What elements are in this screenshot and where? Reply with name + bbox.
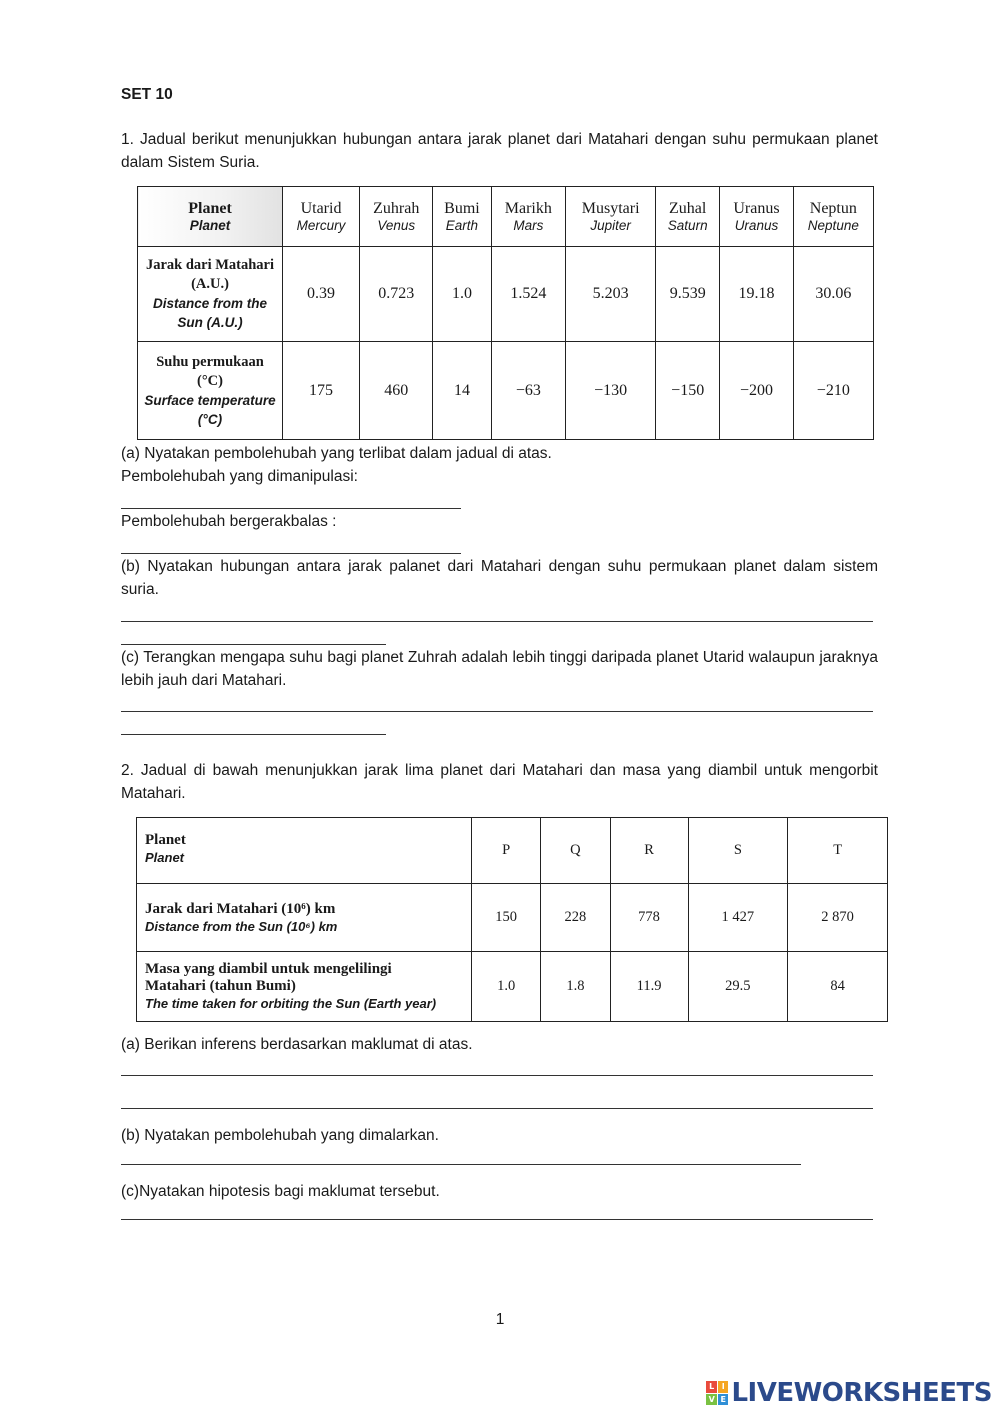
q2-cell: 778 bbox=[610, 884, 688, 952]
q1-manipulated-answer-line[interactable] bbox=[121, 508, 461, 509]
liveworksheets-logo-icon: L I V E bbox=[706, 1381, 728, 1405]
q2-cell: 84 bbox=[788, 952, 888, 1022]
q1c-answer-line[interactable] bbox=[121, 734, 386, 735]
q1-part-c: (c) Terangkan mengapa suhu bagi planet Zuhrah adalah lebih tinggi daripada planet Utarid walaupun jaraknya lebih jauh dari Matahari. bbox=[121, 649, 878, 689]
q1b-answer-line[interactable] bbox=[121, 644, 386, 645]
q1-text: 1. Jadual berikut menunjukkan hubungan antara jarak planet dari Matahari dengan suhu permukaan planet dalam Sistem Suria. bbox=[121, 131, 878, 171]
q1-responding-label: Pembolehubah bergerakbalas : bbox=[121, 513, 337, 530]
q2-header-planet: Planet Planet bbox=[137, 818, 472, 884]
q1-header-planet: Planet Planet bbox=[138, 187, 283, 247]
q2-part-c: (c)Nyatakan hipotesis bagi maklumat tersebut. bbox=[121, 1183, 440, 1200]
q1-row-distance-label: Jarak dari Matahari (A.U.) Distance from the Sun (A.U.) bbox=[138, 247, 283, 342]
q1-cell: 0.39 bbox=[283, 247, 360, 342]
q2-row-time-label: Masa yang diambil untuk mengelilingi Matahari (tahun Bumi) The time taken for orbiting the Sun (Earth year) bbox=[137, 952, 472, 1022]
q2-cell: 228 bbox=[541, 884, 610, 952]
q1-responding-answer-line[interactable] bbox=[121, 553, 461, 554]
q2b-answer-line[interactable] bbox=[121, 1164, 801, 1165]
q1-cell: −130 bbox=[566, 342, 656, 440]
q1-planet-header: Neptun Neptune bbox=[793, 187, 873, 247]
q1-planet-header: Marikh Mars bbox=[491, 187, 566, 247]
q1-cell: −63 bbox=[491, 342, 566, 440]
q2c-answer-line[interactable] bbox=[121, 1219, 873, 1220]
q1-cell: 1.524 bbox=[491, 247, 566, 342]
q2-planet-header: S bbox=[688, 818, 788, 884]
page-number: 1 bbox=[495, 1311, 505, 1328]
q2-planet-header: T bbox=[788, 818, 888, 884]
q2-text: 2. Jadual di bawah menunjukkan jarak lima planet dari Matahari dan masa yang diambil untuk mengorbit Matahari. bbox=[121, 762, 878, 802]
q1-part-b: (b) Nyatakan hubungan antara jarak palanet dari Matahari dengan suhu permukaan planet dalam sistem suria. bbox=[121, 558, 878, 598]
q1-cell: 0.723 bbox=[360, 247, 433, 342]
q1-part-a: (a) Nyatakan pembolehubah yang terlibat dalam jadual di atas. bbox=[121, 445, 552, 462]
q1-table bbox=[137, 186, 874, 440]
q2-planet-header: R bbox=[610, 818, 688, 884]
liveworksheets-brand[interactable] bbox=[706, 1378, 992, 1408]
q2-row-distance-label: Jarak dari Matahari (10⁶) km Distance from the Sun (10⁶) km bbox=[137, 884, 472, 952]
q1-planet-header: Musytari Jupiter bbox=[566, 187, 656, 247]
q1-planet-header: Bumi Earth bbox=[433, 187, 491, 247]
q1-cell: 1.0 bbox=[433, 247, 491, 342]
q2-cell: 150 bbox=[472, 884, 541, 952]
q1-cell: −210 bbox=[793, 342, 873, 440]
q2-cell: 1 427 bbox=[688, 884, 788, 952]
q1-cell: 14 bbox=[433, 342, 491, 440]
q2-part-b: (b) Nyatakan pembolehubah yang dimalarkan. bbox=[121, 1127, 439, 1144]
q1-cell: 30.06 bbox=[793, 247, 873, 342]
q2-planet-header: Q bbox=[541, 818, 610, 884]
q1-cell: 9.539 bbox=[656, 247, 720, 342]
q1-cell: −150 bbox=[656, 342, 720, 440]
liveworksheets-brand-text: LIVEWORKSHEETS bbox=[731, 1378, 992, 1408]
q2a-answer-line[interactable] bbox=[121, 1075, 873, 1076]
q1-cell: 175 bbox=[283, 342, 360, 440]
q1-planet-header: Zuhal Saturn bbox=[656, 187, 720, 247]
q1-manipulated-label: Pembolehubah yang dimanipulasi: bbox=[121, 468, 358, 485]
q2-cell: 11.9 bbox=[610, 952, 688, 1022]
q1-cell: 5.203 bbox=[566, 247, 656, 342]
q2-cell: 1.0 bbox=[472, 952, 541, 1022]
q1b-answer-line[interactable] bbox=[121, 621, 873, 622]
q1-cell: 460 bbox=[360, 342, 433, 440]
q1-planet-header: Zuhrah Venus bbox=[360, 187, 433, 247]
q1-cell: 19.18 bbox=[720, 247, 793, 342]
q2-planet-header: P bbox=[472, 818, 541, 884]
q2-part-a: (a) Berikan inferens berdasarkan maklumat di atas. bbox=[121, 1036, 473, 1053]
q2-cell: 1.8 bbox=[541, 952, 610, 1022]
q1c-answer-line[interactable] bbox=[121, 711, 873, 712]
q1-row-temperature-label: Suhu permukaan (°C) Surface temperature (°C) bbox=[138, 342, 283, 440]
q1-planet-header: Utarid Mercury bbox=[283, 187, 360, 247]
q1-planet-header: Uranus Uranus bbox=[720, 187, 793, 247]
q2-table bbox=[136, 817, 888, 1022]
q2-cell: 29.5 bbox=[688, 952, 788, 1022]
q2-cell: 2 870 bbox=[788, 884, 888, 952]
q1-cell: −200 bbox=[720, 342, 793, 440]
q2a-answer-line[interactable] bbox=[121, 1108, 873, 1109]
set-title: SET 10 bbox=[121, 86, 173, 103]
